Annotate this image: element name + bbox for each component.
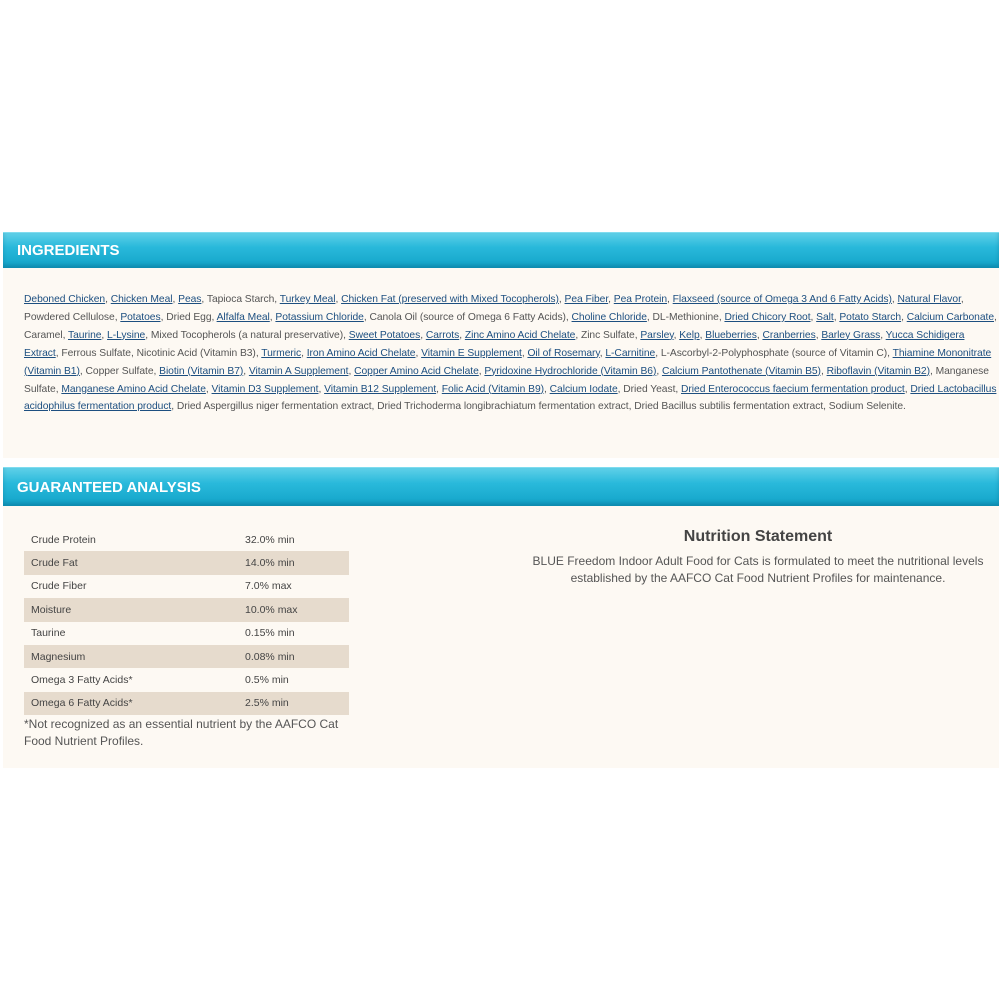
ingredients-header xyxy=(3,232,999,268)
ingredient-link[interactable]: Oil of Rosemary xyxy=(527,347,600,359)
ingredients-panel xyxy=(3,268,999,458)
analysis-row xyxy=(24,528,349,551)
nutrient-value: 0.08% min xyxy=(238,645,349,668)
analysis-row xyxy=(24,575,349,598)
ingredient-link[interactable]: Alfalfa Meal xyxy=(216,311,270,323)
ingredient-text: Caramel xyxy=(24,329,63,341)
nutrient-value: 10.0% max xyxy=(238,598,349,621)
nutrient-name: Crude Fiber xyxy=(31,580,87,593)
ingredient-link[interactable]: Chicken Fat (preserved with Mixed Tocopherols) xyxy=(341,294,559,305)
ingredient-text: DL-Methionine xyxy=(652,311,719,323)
nutrient-value: 7.0% max xyxy=(245,580,292,593)
analysis-footnote: *Not recognized as an essential nutrient by the AAFCO Cat Food Nutrient Profiles. xyxy=(24,717,339,748)
ingredient-text: Nicotinic Acid (Vitamin B3) xyxy=(136,347,256,359)
nutrient-name: Crude Fat xyxy=(24,551,238,574)
ingredient-text: Dried Trichoderma longibrachiatum fermentation extract xyxy=(377,401,629,413)
ingredient-text: Dried Aspergillus niger fermentation extract xyxy=(176,401,372,413)
nutrient-name: Magnesium xyxy=(24,645,238,668)
analysis-row xyxy=(24,692,349,715)
ingredient-link[interactable]: Copper Amino Acid Chelate xyxy=(354,365,479,377)
ingredient-link[interactable]: Pea Protein xyxy=(613,294,668,305)
analysis-row xyxy=(24,551,349,574)
ingredient-link[interactable]: Pea Fiber xyxy=(564,294,609,305)
ingredients-title: INGREDIENTS xyxy=(17,242,120,259)
ingredient-link[interactable]: Iron Amino Acid Chelate xyxy=(306,347,416,359)
ingredient-link[interactable]: Peas xyxy=(178,294,202,305)
analysis-table xyxy=(24,528,349,715)
ingredient-link[interactable]: Manganese Amino Acid Chelate xyxy=(61,383,206,395)
ingredient-text: Manganese Sulfate xyxy=(24,365,989,395)
nutrition-statement-title: Nutrition Statement xyxy=(683,528,833,545)
analysis-row xyxy=(24,645,349,668)
ingredient-link[interactable]: Calcium Iodate xyxy=(549,383,618,395)
ingredient-link[interactable]: Turkey Meal xyxy=(279,294,336,305)
ingredient-text: Sodium Selenite xyxy=(828,401,904,413)
ingredient-text: Dried Yeast xyxy=(623,383,676,395)
ingredient-link[interactable]: Choline Chloride xyxy=(571,311,647,323)
nutrient-value: 32.0% min xyxy=(245,533,295,546)
ingredient-link[interactable]: Turmeric xyxy=(261,347,302,359)
nutrient-name: Omega 6 Fatty Acids* xyxy=(24,692,238,715)
ingredient-text: Dried Bacillus subtilis fermentation extract xyxy=(634,401,824,413)
ingredient-link[interactable]: Salt xyxy=(816,311,834,323)
ingredient-link[interactable]: Vitamin E Supplement xyxy=(421,347,522,359)
ingredient-text: Dried Egg xyxy=(166,311,212,323)
nutrition-statement-text: BLUE Freedom Indoor Adult Food for Cats is formulated to meet the nutritional levels established by the AAFCO Cat Food Nutrient Profiles for maintenance. xyxy=(532,554,984,585)
ingredient-text: Tapioca Starch xyxy=(206,294,275,305)
ingredient-link[interactable]: Yucca Schidigera Extract xyxy=(24,329,965,359)
ingredient-link[interactable]: Carrots xyxy=(425,329,460,341)
ingredient-text: Canola Oil (source of Omega 6 Fatty Acids) xyxy=(369,311,566,323)
nutrient-name: Omega 3 Fatty Acids* xyxy=(31,674,133,687)
ingredient-link[interactable]: Taurine xyxy=(68,329,102,341)
ingredient-link[interactable]: Cranberries xyxy=(762,329,816,341)
analysis-row xyxy=(24,668,349,691)
ingredient-link[interactable]: Kelp xyxy=(679,329,700,341)
ingredient-link[interactable]: Sweet Potatoes xyxy=(348,329,421,341)
analysis-row xyxy=(24,622,349,645)
nutrient-value: 0.15% min xyxy=(245,627,295,640)
ingredient-text: Copper Sulfate xyxy=(85,365,154,377)
ingredient-link[interactable]: Zinc Amino Acid Chelate xyxy=(464,329,576,341)
ingredient-text: L-Ascorbyl-2-Polyphosphate (source of Vitamin C) xyxy=(660,347,888,359)
ingredient-link[interactable]: Thiamine Mononitrate (Vitamin B1) xyxy=(24,347,992,377)
ingredient-link[interactable]: Vitamin A Supplement xyxy=(248,365,349,377)
nutrient-value: 0.5% min xyxy=(245,674,289,687)
nutrient-value: 14.0% min xyxy=(238,551,349,574)
analysis-row xyxy=(24,598,349,621)
ingredient-text: Mixed Tocopherols (a natural preservative) xyxy=(150,329,344,341)
ingredient-link[interactable]: Blueberries xyxy=(705,329,757,341)
ingredient-link[interactable]: Folic Acid (Vitamin B9) xyxy=(441,383,545,395)
ingredient-link[interactable]: Vitamin B12 Supplement xyxy=(324,383,437,395)
ingredient-link[interactable]: Pyridoxine Hydrochloride (Vitamin B6) xyxy=(484,365,657,377)
ingredient-link[interactable]: Flaxseed (source of Omega 3 And 6 Fatty Acids) xyxy=(672,294,892,305)
ingredient-link[interactable]: L-Carnitine xyxy=(605,347,656,359)
ingredient-link[interactable]: Dried Enterococcus faecium fermentation product xyxy=(681,383,905,395)
nutrient-name: Moisture xyxy=(24,598,238,621)
ingredient-link[interactable]: Vitamin D3 Supplement xyxy=(211,383,319,395)
ingredient-link[interactable]: Dried Chicory Root xyxy=(724,311,811,323)
ingredient-link[interactable]: Potato Starch xyxy=(839,311,902,323)
ingredient-text: Ferrous Sulfate xyxy=(61,347,131,359)
guaranteed-analysis-panel xyxy=(3,506,999,768)
ingredient-text: Zinc Sulfate xyxy=(580,329,635,341)
ingredients-list: Deboned Chicken, Chicken Meal, Peas, Tapioca Starch, Turkey Meal, Chicken Fat (preserved with Mixed Tocopherols), Pea Fiber, Pea Protein, Flaxseed (source of Omega 3 And 6 Fatty Acids), Natural Flavor, Powdered Cellulose, Potatoes, Dried Egg, Alfalfa Meal, Potassium Chloride, Canola Oil (source of Omega 6 Fatty Acids), Choline Chloride, DL-Methionine, Dried Chicory Root, Salt, Potato Starch, Calcium Carbonate, Caramel, Taurine, L-Lysine, Mixed Tocopherols (a natural preservative), Sweet Potatoes, Carrots, Zinc Amino Acid Chelate, Zinc Sulfate, Parsley, Kelp, Blueberries, Cranberries, Barley Grass, Yucca Schidigera Extract, Ferrous Sulfate, Nicotinic Acid (Vitamin B3), Turmeric, Iron Amino Acid Chelate, Vitamin E Supplement, Oil of Rosemary, L-Carnitine, L-Ascorbyl-2-Polyphosphate (source of Vitamin C), Thiamine Mononitrate (Vitamin B1), Copper Sulfate, Biotin (Vitamin B7), Vitamin A Supplement, Copper Amino Acid Chelate, Pyridoxine Hydrochloride (Vitamin B6), Calcium Pantothenate (Vitamin B5), Riboflavin (Vitamin B2), Manganese Sulfate, Manganese Amino Acid Chelate, Vitamin D3 Supplement, Vitamin B12 Supplement, Folic Acid (Vitamin B9), Calcium Iodate, Dried Yeast, Dried Enterococcus faecium fermentation product, Dried Lactobacillus acidophilus fermentation product, Dried Aspergillus niger fermentation extract, Dried Trichoderma longibrachiatum fermentation extract, Dried Bacillus subtilis fermentation extract, Sodium Selenite. xyxy=(24,294,997,413)
ingredient-link[interactable]: Potassium Chloride xyxy=(275,311,364,323)
nutrient-name: Taurine xyxy=(31,627,66,640)
ingredient-link[interactable]: Deboned Chicken xyxy=(24,294,106,305)
ingredient-link[interactable]: Calcium Carbonate xyxy=(906,311,995,323)
ingredient-link[interactable]: Potatoes xyxy=(120,311,161,323)
ingredient-link[interactable]: L-Lysine xyxy=(107,329,146,341)
ingredient-link[interactable]: Dried Lactobacillus acidophilus fermentation product xyxy=(24,383,997,413)
ingredient-link[interactable]: Calcium Pantothenate (Vitamin B5) xyxy=(661,365,821,377)
nutrient-value: 2.5% min xyxy=(238,692,349,715)
ingredient-link[interactable]: Barley Grass xyxy=(821,329,881,341)
ingredient-link[interactable]: Chicken Meal xyxy=(110,294,173,305)
ingredient-text: Powdered Cellulose xyxy=(24,311,115,323)
ingredient-link[interactable]: Natural Flavor xyxy=(897,294,961,305)
guaranteed-analysis-header xyxy=(3,467,999,506)
nutrient-name: Crude Protein xyxy=(31,533,96,546)
ingredient-link[interactable]: Parsley xyxy=(640,329,674,341)
guaranteed-analysis-title: GUARANTEED ANALYSIS xyxy=(17,478,201,496)
ingredient-link[interactable]: Riboflavin (Vitamin B2) xyxy=(826,365,930,377)
ingredient-link[interactable]: Biotin (Vitamin B7) xyxy=(159,365,244,377)
nutrition-statement xyxy=(508,528,1000,587)
